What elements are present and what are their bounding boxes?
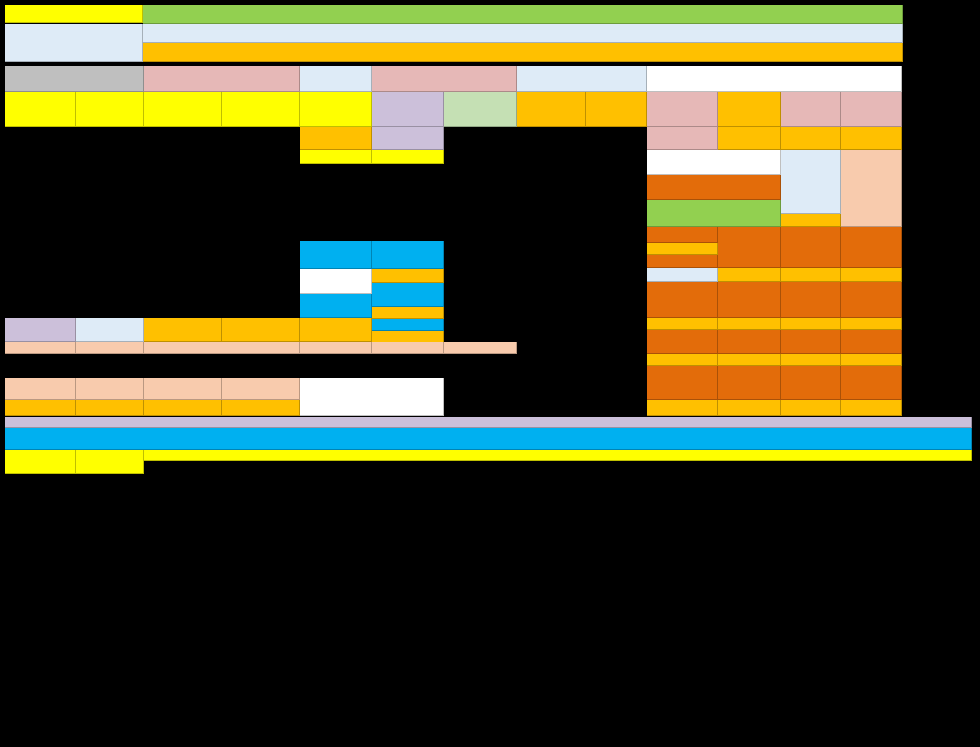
npk-header: [144, 450, 972, 461]
compost-zinc-value: [841, 318, 902, 330]
ppm-so4-label: [300, 294, 372, 318]
season-label: [372, 66, 517, 92]
pct-n-value: [718, 400, 781, 416]
cu-yds-input[interactable]: [647, 268, 718, 282]
pct-k-value: [841, 400, 902, 416]
compost-copper-label: [718, 330, 781, 354]
sulfur-added-label: [300, 241, 372, 269]
lime-ca-label: [300, 342, 372, 354]
loamy-soil-label: [76, 378, 144, 400]
sandy-soil-label: [144, 378, 222, 400]
compost-p-label: [718, 282, 781, 318]
lime-mg-label: [372, 342, 444, 354]
compost-n-value: [647, 318, 718, 330]
blank-header-cell: [647, 66, 902, 92]
compost-copper-value: [718, 354, 781, 366]
ca-liquid-gypsum-value: [841, 127, 902, 150]
compost-boron-label: [647, 330, 718, 354]
depth-factor-label: [647, 227, 718, 243]
lime-blank: [5, 342, 76, 354]
header-ppm-gained: [144, 92, 222, 127]
qty-header: [5, 450, 76, 474]
mn-index-value: [781, 214, 841, 227]
compost-zinc-label: [841, 282, 902, 318]
amendment-header: [76, 450, 144, 474]
patch-size-input[interactable]: [5, 24, 143, 62]
compost-iron-label: [841, 330, 902, 354]
sulfur-added-blank: [300, 269, 372, 294]
gypsum-needed-value: [718, 127, 781, 150]
soil-test-title: [5, 66, 144, 92]
pct-p-value: [781, 400, 841, 416]
compost-n-label: [647, 282, 718, 318]
base-sat-label: [300, 150, 372, 164]
lime-cce-label: [444, 342, 517, 354]
buffer-ph-end: [222, 318, 300, 342]
orange-legend: [143, 43, 903, 62]
fertilizer-banner: [5, 428, 972, 450]
patch-size-label: [5, 5, 143, 23]
sandy-end-ph-label: [372, 283, 444, 307]
compost-boron-value: [647, 354, 718, 366]
compost-magnesium-label: [718, 227, 781, 268]
loamy-end-ph-value: [372, 269, 444, 283]
year-label: [144, 66, 300, 92]
ca-liquid-gypsum-label: [841, 92, 902, 127]
loamy-end-ph-label: [372, 241, 444, 269]
mn-index-note: [841, 150, 902, 227]
compost-type-label: [647, 175, 781, 200]
type-of-lime-label: [144, 342, 300, 354]
blank-right-cell: [647, 150, 781, 175]
compost-magnesium-value: [718, 268, 781, 282]
actual-lime-label: [5, 378, 76, 400]
buffer-ph-input[interactable]: [76, 318, 144, 342]
green-legend: [143, 5, 903, 24]
actual-lime-value: [5, 400, 76, 416]
header-ratio: [517, 92, 586, 127]
desired-range-label: [372, 150, 444, 164]
compost-sodium-label: [781, 227, 841, 268]
header-relationship: [444, 92, 517, 127]
compost-calcium-value: [841, 268, 902, 282]
compost-calcium-label: [841, 227, 902, 268]
mn-index-label: [781, 150, 841, 214]
header-ecec: [300, 92, 372, 127]
compost-k-label: [781, 282, 841, 318]
compost-p-value: [718, 318, 781, 330]
depth-factor-value: [647, 243, 718, 255]
compost-type-select[interactable]: [647, 200, 781, 227]
loamy-soil-value: [76, 400, 144, 416]
avg-weight-value: [647, 400, 718, 416]
clay-end-ph-label: [372, 319, 444, 331]
avg-weight-label: [647, 366, 718, 400]
header-ideal-ratio: [586, 92, 647, 127]
lbs-of-lime-label: [76, 342, 144, 354]
amendments-title: [5, 417, 972, 428]
header-nutrient: [5, 92, 76, 127]
compost-manganese-label: [781, 330, 841, 354]
compost-sodium-value: [781, 268, 841, 282]
cu-yds-label: [647, 255, 718, 268]
clay-soil-label: [222, 378, 300, 400]
header-om: [372, 92, 444, 127]
sar-label: [647, 92, 718, 127]
year-input[interactable]: [300, 66, 372, 92]
buffer-ph-label: [5, 318, 76, 342]
compost-k-value: [781, 318, 841, 330]
blue-legend: [143, 24, 903, 43]
om-value[interactable]: [372, 127, 444, 150]
ph-label: [144, 318, 222, 342]
lime-blank-area: [300, 378, 444, 416]
compost-iron-value: [841, 354, 902, 366]
sar-value: [718, 92, 781, 127]
ca-gypsum-label: [781, 92, 841, 127]
pct-n-label: [718, 366, 781, 400]
ppm-so4-value: [300, 318, 372, 342]
compost-manganese-value: [781, 354, 841, 366]
gypsum-needed-label: [647, 127, 718, 150]
header-current-ppm: [76, 92, 144, 127]
season-input[interactable]: [517, 66, 647, 92]
sandy-soil-value: [144, 400, 222, 416]
sandy-end-ph-value: [372, 307, 444, 319]
ecec-value: [300, 127, 372, 150]
clay-soil-value: [222, 400, 300, 416]
pct-p-label: [781, 366, 841, 400]
pct-k-label: [841, 366, 902, 400]
ca-gypsum-value: [781, 127, 841, 150]
header-end-ppm: [222, 92, 300, 127]
